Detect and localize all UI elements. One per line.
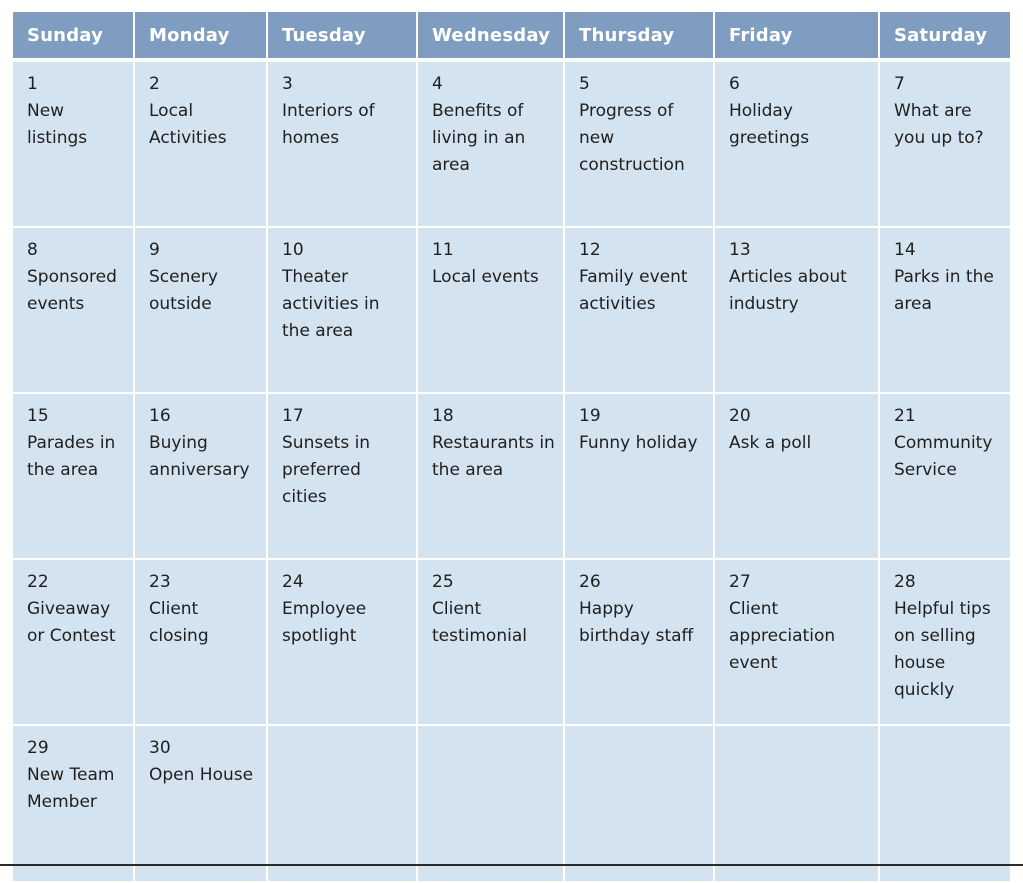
day-topic: Articles about industry: [729, 267, 847, 314]
day-number: 7: [894, 74, 905, 94]
day-cell: [565, 228, 715, 394]
day-topic: New Team Member: [27, 765, 115, 812]
day-cell: [880, 62, 1010, 228]
day-cell: [13, 560, 135, 726]
day-cell: [268, 394, 418, 560]
empty-day-cell: [715, 726, 880, 883]
day-number: 19: [579, 406, 601, 426]
day-cell: [715, 560, 880, 726]
day-cell: [880, 394, 1010, 560]
day-topic: Buying anniversary: [149, 433, 250, 480]
empty-day-cell: [880, 726, 1010, 883]
day-cell: [565, 62, 715, 228]
day-topic: Funny holiday: [579, 433, 698, 453]
day-number: 10: [282, 240, 304, 260]
day-cell: [565, 560, 715, 726]
day-number: 9: [149, 240, 160, 260]
day-cell: [13, 394, 135, 560]
day-number: 2: [149, 74, 160, 94]
day-number: 26: [579, 572, 601, 592]
day-cell: [418, 560, 565, 726]
day-number: 21: [894, 406, 916, 426]
weekday-header: Thursday: [565, 12, 715, 62]
day-topic: Scenery outside: [149, 267, 218, 314]
empty-day-cell: [418, 726, 565, 883]
day-cell: [418, 228, 565, 394]
day-number: 22: [27, 572, 49, 592]
day-cell: [565, 394, 715, 560]
day-cell: [418, 394, 565, 560]
day-number: 11: [432, 240, 454, 260]
day-cell: [268, 560, 418, 726]
day-number: 13: [729, 240, 751, 260]
day-cell: [715, 62, 880, 228]
day-topic: Open House: [149, 765, 254, 785]
day-cell: [13, 62, 135, 228]
week-row: [13, 726, 1010, 883]
day-cell: [715, 394, 880, 560]
day-topic: Giveaway or Contest: [27, 599, 116, 646]
day-number: 30: [149, 738, 171, 758]
day-topic: Sunsets in preferred cities: [282, 433, 371, 507]
day-cell: [418, 62, 565, 228]
weekday-header: Tuesday: [268, 12, 418, 62]
weekday-header: Wednesday: [418, 12, 565, 62]
day-number: 25: [432, 572, 454, 592]
day-number: 20: [729, 406, 751, 426]
day-cell: [880, 228, 1010, 394]
day-cell: [135, 62, 268, 228]
day-number: 8: [27, 240, 38, 260]
day-topic: New listings: [27, 101, 88, 148]
day-cell: [135, 726, 268, 883]
day-cell: [268, 228, 418, 394]
day-topic: Sponsored events: [27, 267, 117, 314]
content-calendar: [13, 12, 1010, 883]
day-number: 16: [149, 406, 171, 426]
day-topic: Client testimonial: [432, 599, 527, 646]
empty-day-cell: [268, 726, 418, 883]
day-topic: What are you up to?: [894, 101, 984, 148]
day-topic: Client appreciation event: [729, 599, 836, 673]
empty-day-cell: [565, 726, 715, 883]
day-topic: Benefits of living in an area: [432, 101, 526, 175]
week-row: [13, 394, 1010, 560]
day-number: 27: [729, 572, 751, 592]
day-cell: [135, 228, 268, 394]
day-topic: Ask a poll: [729, 433, 812, 453]
day-number: 3: [282, 74, 293, 94]
day-cell: [135, 394, 268, 560]
day-topic: Theater activities in the area: [282, 267, 380, 341]
day-number: 5: [579, 74, 590, 94]
day-cell: [13, 228, 135, 394]
day-number: 24: [282, 572, 304, 592]
day-number: 29: [27, 738, 49, 758]
week-row: [13, 560, 1010, 726]
weekday-header-row: [13, 12, 1010, 62]
bottom-divider: [0, 864, 1023, 866]
day-topic: Family event activities: [579, 267, 688, 314]
day-number: 17: [282, 406, 304, 426]
day-topic: Progress of new construction: [579, 101, 685, 175]
weekday-header: Sunday: [13, 12, 135, 62]
day-topic: Interiors of homes: [282, 101, 375, 148]
day-number: 28: [894, 572, 916, 592]
day-topic: Client closing: [149, 599, 209, 646]
day-topic: Community Service: [894, 433, 993, 480]
day-number: 4: [432, 74, 443, 94]
weekday-header: Saturday: [880, 12, 1010, 62]
day-cell: [880, 560, 1010, 726]
day-topic: Helpful tips on selling house quickly: [894, 599, 991, 700]
day-topic: Local events: [432, 267, 539, 287]
day-topic: Parades in the area: [27, 433, 116, 480]
week-row: [13, 228, 1010, 394]
day-number: 12: [579, 240, 601, 260]
day-cell: [13, 726, 135, 883]
day-topic: Employee spotlight: [282, 599, 367, 646]
day-topic: Happy birthday staff: [579, 599, 694, 646]
weekday-header: Friday: [715, 12, 880, 62]
day-number: 15: [27, 406, 49, 426]
day-number: 1: [27, 74, 38, 94]
week-row: [13, 62, 1010, 228]
day-topic: Holiday greetings: [729, 101, 810, 148]
day-cell: [268, 62, 418, 228]
day-topic: Restaurants in the area: [432, 433, 555, 480]
day-number: 18: [432, 406, 454, 426]
day-number: 6: [729, 74, 740, 94]
day-cell: [715, 228, 880, 394]
day-cell: [135, 560, 268, 726]
day-topic: Local Activities: [149, 101, 227, 148]
day-number: 23: [149, 572, 171, 592]
day-number: 14: [894, 240, 916, 260]
day-topic: Parks in the area: [894, 267, 994, 314]
weekday-header: Monday: [135, 12, 268, 62]
